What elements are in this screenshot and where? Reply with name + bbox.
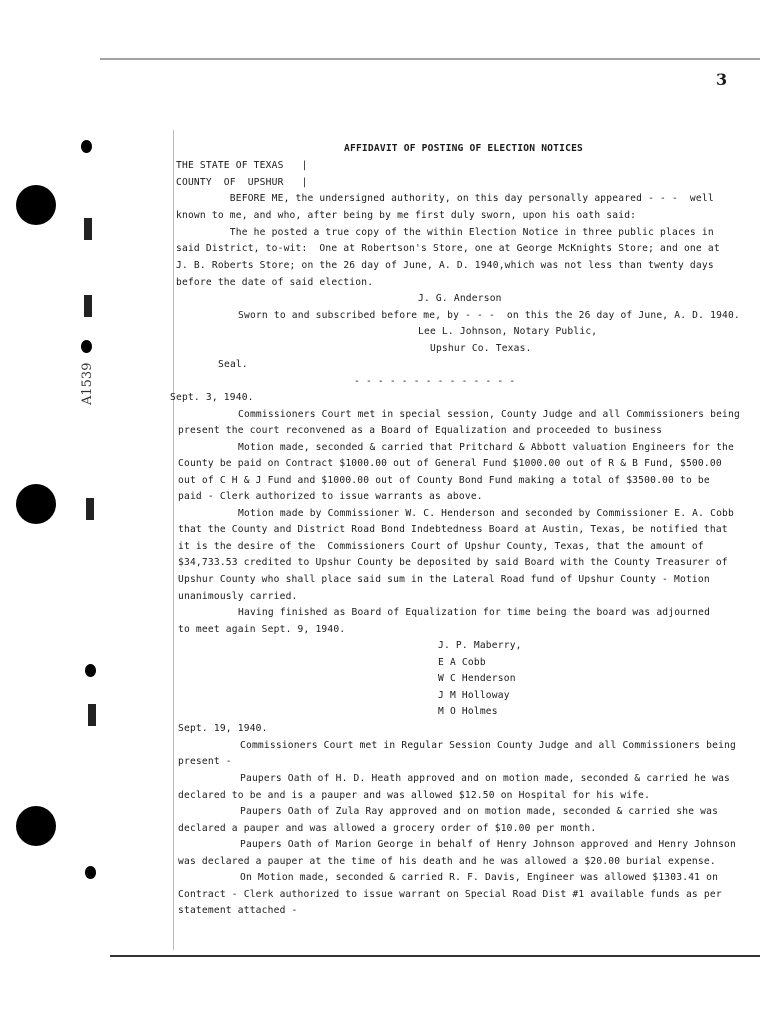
margin-stamp: A1539 [80,362,95,405]
text-line: Paupers Oath of Marion George in behalf of Henry Johnson approved and Henry Johnson [240,839,737,850]
punch-dot [85,866,96,879]
top-edge-line [100,58,760,60]
text-line: present - [178,756,232,767]
scan-mark [84,295,92,317]
text-line: County be paid on Contract $1000.00 out of General Fund $1000.00 out of R & B Fund, $500.00 [178,458,722,469]
signature-line: J. G. Anderson [418,293,502,304]
signature-line: Upshur Co. Texas. [430,343,532,354]
signature-line: M O Holmes [438,706,498,717]
margin-rule [173,130,174,950]
text-line: out of C H & J Fund and $1000.00 out of County Bond Fund making a total of $3500.00 to be [178,475,710,486]
text-line: Sworn to and subscribed before me, by - - - on this the 26 day of June, A. D. 1940. [238,310,740,321]
text-line: BEFORE ME, the undersigned authority, on this day personally appeared - - - well [176,193,714,204]
text-line: before the date of said election. [176,277,374,288]
text-line: unanimously carried. [178,591,298,602]
text-line: Paupers Oath of Zula Ray approved and on motion made, seconded & carried she was [240,806,719,817]
text-line: On Motion made, seconded & carried R. F. Davis, Engineer was allowed $1303.41 on [240,872,719,883]
page-number: 3 [716,70,728,89]
text-line: was declared a pauper at the time of his death and he was allowed a $20.00 burial expense. [178,856,716,867]
scan-mark [84,218,92,240]
scan-mark [86,498,94,520]
text-line: declared a pauper and was allowed a grocery order of $10.00 per month. [178,823,597,834]
seal-label: Seal. [218,359,248,370]
signature-line: E A Cobb [438,657,486,668]
text-line: Commissioners Court met in special session, County Judge and all Commissioners being [238,409,740,420]
text-line: paid - Clerk authorized to issue warrants as above. [178,491,483,502]
binder-hole-3 [16,806,56,846]
document-title: AFFIDAVIT OF POSTING OF ELECTION NOTICES [344,143,584,154]
text-line: Commissioners Court met in Regular Session County Judge and all Commissioners being [240,740,737,751]
text-line: Upshur County who shall place said sum in the Lateral Road fund of Upshur County - Motion [178,574,710,585]
date-heading: Sept. 19, 1940. [178,723,268,734]
text-line: Motion made by Commissioner W. C. Henderson and seconded by Commissioner E. A. Cobb [238,508,735,519]
signature-line: J. P. Maberry, [438,640,522,651]
punch-dot [85,664,96,677]
signature-line: J M Holloway [438,690,510,701]
scan-mark [88,704,96,726]
text-line: Motion made, seconded & carried that Pritchard & Abbott valuation Engineers for the [238,442,735,453]
text-line: J. B. Roberts Store; on the 26 day of June, A. D. 1940,which was not less than twenty days [176,260,714,271]
section-divider: - - - - - - - - - - - - - - [354,376,516,387]
text-line: Paupers Oath of H. D. Heath approved and on motion made, seconded & carried he was [240,773,731,784]
punch-dot [81,140,92,153]
binder-hole-1 [16,185,56,225]
text-line: Contract - Clerk authorized to issue warrant on Special Road Dist #1 available funds as per [178,889,722,900]
text-line: Having finished as Board of Equalization for time being the board was adjourned [238,607,711,618]
text-line: said District, to-wit: One at Robertson's Store, one at George McKnights Store; and one at [176,243,720,254]
text-line: declared to be and is a pauper and was allowed $12.50 on Hospital for his wife. [178,790,651,801]
text-line: that the County and District Road Bond Indebtedness Board at Austin, Texas, be notified that [178,524,728,535]
text-line: THE STATE OF TEXAS | [176,160,308,171]
signature-line: Lee L. Johnson, Notary Public, [418,326,598,337]
text-line: The he posted a true copy of the within Election Notice in three public places in [176,227,714,238]
text-line: to meet again Sept. 9, 1940. [178,624,346,635]
text-line: statement attached - [178,905,298,916]
text-line: COUNTY OF UPSHUR | [176,177,308,188]
text-line: it is the desire of the Commissioners Court of Upshur County, Texas, that the amount of [178,541,704,552]
binder-hole-2 [16,484,56,524]
text-line: known to me, and who, after being by me first duly sworn, upon his oath said: [176,210,637,221]
date-heading: Sept. 3, 1940. [170,392,254,403]
text-line: present the court reconvened as a Board of Equalization and proceeded to business [178,425,663,436]
punch-dot [81,340,92,353]
signature-line: W C Henderson [438,673,516,684]
text-line: $34,733.53 credited to Upshur County be deposited by said Board with the County Treasurer of [178,557,728,568]
bottom-edge-line [110,955,760,957]
